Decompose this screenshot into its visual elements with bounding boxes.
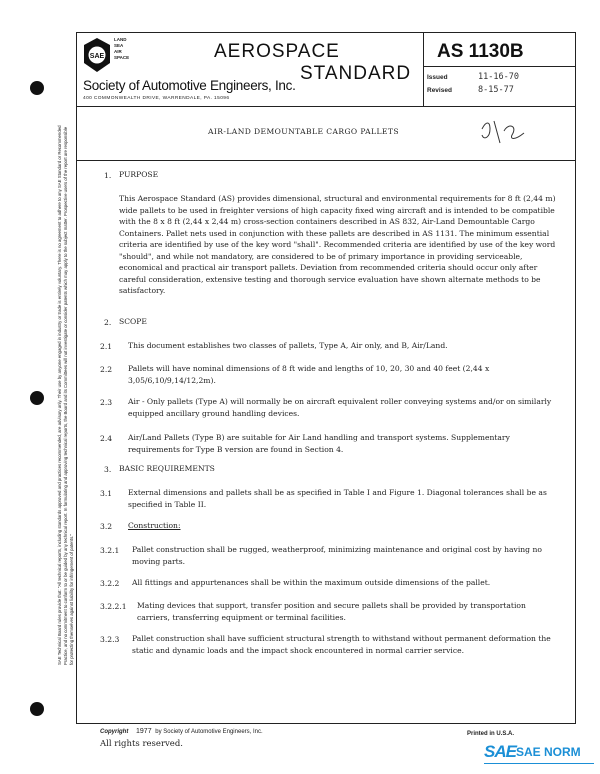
section-paragraph: Pallets will have nominal dimensions of 8 ft wide and lengths of 10, 20, 30 and 40 feet (2,44 x 3,05/6,10/9,14/12,2m). bbox=[128, 364, 490, 385]
society-address: 400 COMMONWEALTH DRIVE, WARRENDALE, PA. 15096 bbox=[83, 96, 230, 101]
copyright-year: 1977 bbox=[136, 728, 152, 735]
logo-word: LAND bbox=[114, 37, 127, 42]
section-paragraph: Pallet construction shall be rugged, weatherproof, minimizing maintenance and original cost by having no moving parts. bbox=[132, 545, 542, 566]
section-paragraph: Mating devices that support, transfer position and secure pallets shall be provided by transportation carriers, transferring equipment or terminal facilities. bbox=[137, 601, 526, 622]
section-heading: Construction: bbox=[128, 521, 181, 530]
header-divider bbox=[76, 106, 576, 107]
purpose-paragraph: This Aerospace Standard (AS) provides dimensional, structural and environmental requirements for 8 ft (2,44 m) wide pallets to be used in freighter versions of high capacity fixed wing aircraft and is intended to be compatible with the 8 x 8 ft (2,44 x 2,44 m) cross-section containers described in AS 832, Air-Land Demountable Cargo Containers. Pallet nets used in conjunction with these pallets are described in AS 1131. The minimum essential criteria are identified by use of the key word "shall". Recommended criteria are identified by use of the key word "should", and while not mandatory, are considered to be of primary importance in providing serviceable, economical and practical air transport pallets. Deviation from recommended criteria should occur only after careful consideration, extensive testing and thorough service evaluation have shown alternate methods to be satisfactory. bbox=[119, 194, 556, 295]
logo-word: SPACE bbox=[114, 55, 130, 60]
logo-text: SAE bbox=[89, 53, 105, 60]
docnum-divider bbox=[423, 66, 575, 67]
section-paragraph: Air/Land Pallets (Type B) are suitable for Air Land handling and transport systems. Supplementary requirements for Type B version are found in Section 4. bbox=[128, 433, 510, 454]
binder-hole-top bbox=[30, 81, 44, 95]
brand-norm-text: SAE NORM bbox=[516, 745, 581, 759]
issued-label: Issued bbox=[427, 74, 448, 81]
header-title-aerospace: AEROSPACE bbox=[214, 41, 340, 62]
society-name: Society of Automotive Engineers, Inc. bbox=[83, 78, 296, 93]
header-title-standard: STANDARD bbox=[300, 63, 412, 84]
section-number: 2.4 bbox=[100, 434, 113, 443]
section-paragraph: This document establishes two classes of pallets, Type A, Air only, and B, Air/Land. bbox=[128, 341, 448, 350]
revised-label: Revised bbox=[427, 87, 452, 94]
brand-sae: SAE bbox=[484, 742, 516, 761]
sae-norm-logo bbox=[484, 742, 516, 762]
issued-date: 11-16-70 bbox=[478, 72, 519, 82]
rights-reserved: All rights reserved. bbox=[100, 739, 183, 749]
section-number: 3. bbox=[104, 465, 112, 474]
sae-logo-icon bbox=[83, 37, 111, 73]
binder-hole-bottom bbox=[30, 702, 44, 716]
printed-in-usa: Printed in U.S.A. bbox=[467, 731, 515, 737]
section-number: 3.1 bbox=[100, 489, 113, 498]
section-number: 3.2.2.1 bbox=[100, 602, 127, 611]
section-paragraph: Pallet construction shall have sufficient structural strength to withstand without permanent deformation the static and dynamic loads and the impact shock encountered in normal carrier service. bbox=[132, 634, 551, 655]
section-paragraph: Air - Only pallets (Type A) will normally be on aircraft equivalent roller conveying systems and/or on similarly equipped ancillary ground handling devices. bbox=[128, 397, 552, 418]
section-number: 1. bbox=[104, 171, 112, 180]
copyright-by: by Society of Automotive Engineers, Inc. bbox=[155, 729, 263, 735]
binder-hole-middle bbox=[30, 391, 44, 405]
brand-underline bbox=[484, 763, 594, 764]
header-vertical-divider bbox=[423, 32, 424, 107]
doc-number: AS 1130B bbox=[437, 41, 524, 62]
revised-date: 8-15-77 bbox=[478, 85, 514, 95]
section-number: 3.2.3 bbox=[100, 635, 120, 644]
copyright-line bbox=[100, 728, 263, 735]
document-title: AIR-LAND DEMOUNTABLE CARGO PALLETS bbox=[208, 127, 399, 136]
section-heading: PURPOSE bbox=[119, 170, 159, 179]
section-paragraph: All fittings and appurtenances shall be within the maximum outside dimensions of the pallet. bbox=[132, 578, 491, 587]
sidebar-disclaimer: SAE Technical Board rules provide that: "All technical reports, including standards approved and practices recommended, are advisory only. Their use by anyone engaged in industry or trade is entirely voluntary. There is no agreement to adhere to any SAE Standard or Recommended Practice, and no commitment to conform to or be guided by any technical report. In formulating and approving technical reports, the Board and its Committees will not investigate or consider patents which may apply to the subject matter. Prospective users of the report are responsible for protecting themselves against liability for infringement of patents." bbox=[57, 125, 74, 665]
section-number: 3.2.2 bbox=[100, 579, 120, 588]
section-paragraph: External dimensions and pallets shall be as specified in Table I and Figure 1. Diagonal tolerances shall be as specified in Table II. bbox=[128, 488, 547, 509]
handwritten-mark-icon bbox=[478, 115, 538, 147]
section-number: 2.2 bbox=[100, 365, 113, 374]
logo-words bbox=[114, 37, 140, 61]
title-divider bbox=[76, 160, 576, 161]
logo-word: SEA bbox=[114, 43, 124, 48]
section-heading: BASIC REQUIREMENTS bbox=[119, 464, 215, 473]
section-number: 2. bbox=[104, 318, 112, 327]
section-heading: SCOPE bbox=[119, 317, 147, 326]
section-number: 3.2.1 bbox=[100, 546, 120, 555]
section-number: 2.3 bbox=[100, 398, 113, 407]
section-number: 3.2 bbox=[100, 522, 113, 531]
copyright-label: Copyright bbox=[100, 729, 129, 735]
logo-word: AIR bbox=[114, 49, 122, 54]
section-number: 2.1 bbox=[100, 342, 113, 351]
